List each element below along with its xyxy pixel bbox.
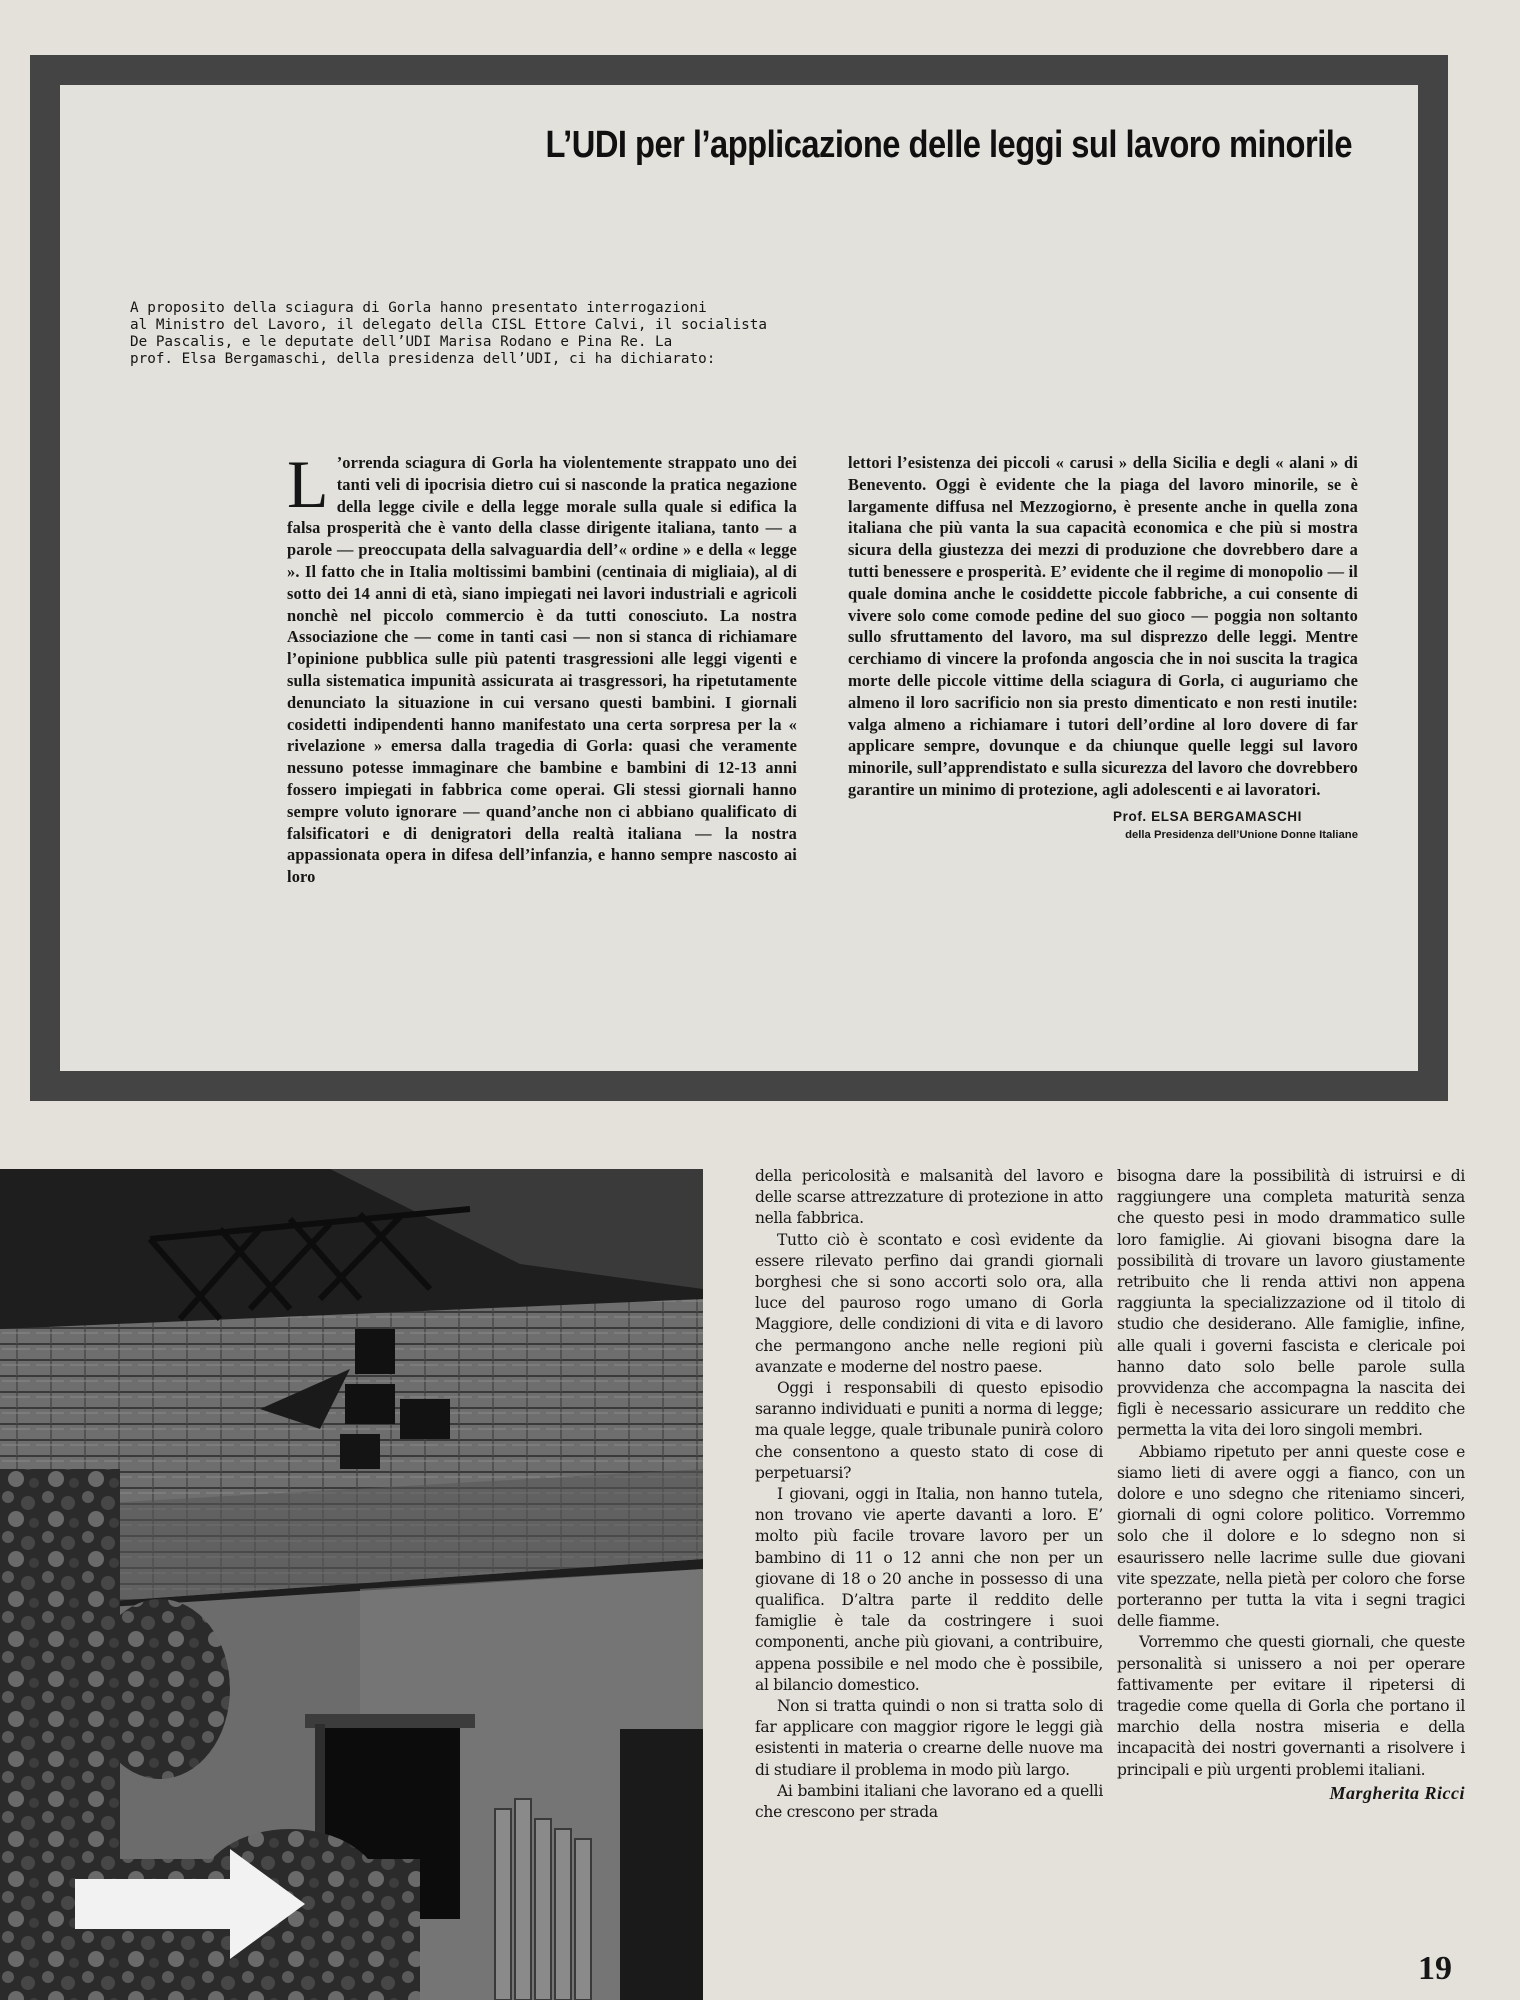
statement-body-left: ’orrenda sciagura di Gorla ha violentemente strappato uno dei tanti veli di ipocrisia dietro cui si nasconde la pratica negazione della legge civile e della legge morale sulla quale si edifica la falsa prosperità che è vanto della classe dirigente italiana, tanto — a parole — preoccupata della salvaguardia dell’« ordine » e della « legge ». Il fatto che in Italia moltissimi bambini (centinaia di migliaia), al di sotto dei 14 anni di età, siano impiegati nei lavori industriali e agricoli nonchè nel piccolo commercio è da tutti conosciuto. La nostra Associazione che — come in tanti casi — non si stanca di richiamare l’opinione pubblica sulle più patenti trasgressioni alle leggi vigenti e sulla sistematica impunità assicurata ai trasgressori, ha ripetutamente denunciato la situazione in cui versano questi bambini. I giornali cosidetti indipendenti hanno manifestato una certa sorpresa per la « rivelazione » emersa dalla tragedia di Gorla: quasi che veramente nessuno potesse immaginare che bambine e bambini di 12-13 anni fossero impiegati in fabbrica come operai. Gli stessi giornali hanno sempre voluto ignorare — quand’anche non ci abbiano qualificato di falsificatori e di denigratori della realtà italiana — la nostra appassionata opera in difesa dell’infanzia, e hanno sempre nascosto ai loro xyxy=(287,453,797,887)
factory-photo xyxy=(0,1169,703,2000)
intro-line: prof. Elsa Bergamaschi, della presidenza dell’UDI, ci ha dichiarato: xyxy=(130,351,716,367)
body-column-1 xyxy=(755,1166,1103,1823)
headline: L’UDI per l’applicazione delle leggi sul lavoro minorile xyxy=(545,124,1352,166)
intro-line: al Ministro del Lavoro, il delegato della CISL Ettore Calvi, il socialista xyxy=(130,317,767,333)
body-paragraph: della pericolosità e malsanità del lavoro e delle scarse attrezzature di protezione in atto nella fabbrica. xyxy=(755,1167,1103,1228)
statement-body-right: lettori l’esistenza dei piccoli « carusi » della Sicilia e degli « alani » di Benevento. Oggi è evidente che la piaga del lavoro minorile, se è largamente diffusa nel Mezzogiorno, è presente anche in quella zona italiana che più vanta la sua capacità economica e che più si mostra sicura della giustezza dei mezzi di produzione che dovrebbero dare a tutti benessere e prosperità. E’ evidente che il regime di monopolio — il quale domina anche le cosiddette piccole fabbriche, a cui consente di vivere solo come comode pedine del suo gioco — poggia non soltanto sullo sfruttamento del lavoro, ma sul disprezzo delle leggi. Mentre cerchiamo di vincere la profonda angoscia che in noi suscita la tragica morte delle piccole vittime della sciagura di Gorla, ci auguriamo che almeno il loro sacrificio non sia presto dimenticato e non resti inutile: valga almeno a richiamare i tutori dell’ordine al loro dovere di far applicare sempre, dovunque e da chiunque quelle leggi sul lavoro minorile, sull’apprendistato e sulla sicurezza del lavoro che dovrebbero garantire un minimo di protezione, agli adolescenti e ai lavoratori. xyxy=(848,453,1358,799)
body-paragraph: Tutto ciò è scontato e così evidente da essere rilevato perfino dai grandi giornali borghesi che si sono accorti solo ora, alla luce del pauroso rogo umano di Gorla Maggiore, delle condizioni di vita e di lavoro che permangono anche nelle regioni più avanzate e moderne del nostro paese. xyxy=(755,1230,1103,1376)
statement-column-left xyxy=(287,446,797,888)
intro-paragraph xyxy=(130,300,770,368)
intro-line: A proposito della sciagura di Gorla hanno presentato interrogazioni xyxy=(130,300,707,316)
signature-block xyxy=(848,809,1358,841)
statement-column-right xyxy=(848,452,1358,841)
factory-photo-drawing xyxy=(0,1169,703,2000)
body-paragraph: Abbiamo ripetuto per anni queste cose e siamo lieti di avere oggi a fianco, con un dolore e uno sdegno che riteniamo sinceri, giornali di ogni colore politico. Vorremmo solo che il dolore e lo sdegno non si esaurissero nelle lacrime sulle due giovani vite spezzate, nella pietà per coloro che forse porteranno per tutta la vita i segni tragici delle fiamme. xyxy=(1117,1442,1465,1631)
body-paragraph: Oggi i responsabili di questo episodio saranno individuati e puniti a norma di legge; ma quale legge, quale tribunale punirà coloro che consentono a questo stato di cose di perpetuarsi? xyxy=(755,1379,1103,1482)
body-paragraph: Ai bambini italiani che lavorano ed a quelli che crescono per strada xyxy=(755,1781,1103,1822)
author-name: Margherita Ricci xyxy=(1329,1782,1465,1803)
body-paragraph: I giovani, oggi in Italia, non hanno tutela, non trovano vie aperte davanti a loro. E’ molto più facile trovare lavoro per un bambino di 11 o 12 anni che non per un giovane di 18 o 20 anche in possesso di una qualifica. D’altra parte il reddito delle famiglie è tale da costringere i suoi componenti, anche più giovani, a contribuire, appena possibile e nel modo che è possibile, al bilancio domestico. xyxy=(755,1485,1103,1694)
body-paragraph: Vorremmo che questi giornali, che queste personalità si unissero a noi per operare fattivamente per evitare il ripetersi di tragedie come quella di Gorla che portano il marchio della nostra miseria e della incapacità dei nostri governanti a risolvere i principali e più urgenti problemi italiani. xyxy=(1117,1633,1465,1779)
body-column-2 xyxy=(1117,1166,1465,1804)
signature-name: Prof. ELSA BERGAMASCHI xyxy=(1113,808,1302,824)
page-number: 19 xyxy=(1418,1950,1452,1987)
body-paragraph: Non si tratta quindi o non si tratta solo di far applicare con maggior rigore le leggi già esistenti in materia o crearne delle nuove ma di studiare il problema in modo più largo. xyxy=(755,1697,1103,1779)
signature-role: della Presidenza dell’Unione Donne Italiane xyxy=(1125,828,1358,841)
statement-text-left xyxy=(287,446,797,888)
body-paragraph: bisogna dare la possibilità di istruirsi e di raggiungere una completa maturità senza che questo pesi in modo drammatico sulle loro famiglie. Ai giovani bisogna dare la possibilità di trovare un lavoro giustamente retribuito che li renda attivi non appena raggiunta la specializzazione od il titolo di studio che desiderano. Alle famiglie, infine, alle quali i governi fascista e clericale poi hanno dato solo belle parole sulla provvidenza che accompagna la nascita dei figli è necessario assicurare un reddito che permetta la vita dei loro singoli membri. xyxy=(1117,1167,1465,1440)
drop-cap: L xyxy=(287,446,329,522)
intro-line: De Pascalis, e le deputate dell’UDI Marisa Rodano e Pina Re. La xyxy=(130,334,673,350)
